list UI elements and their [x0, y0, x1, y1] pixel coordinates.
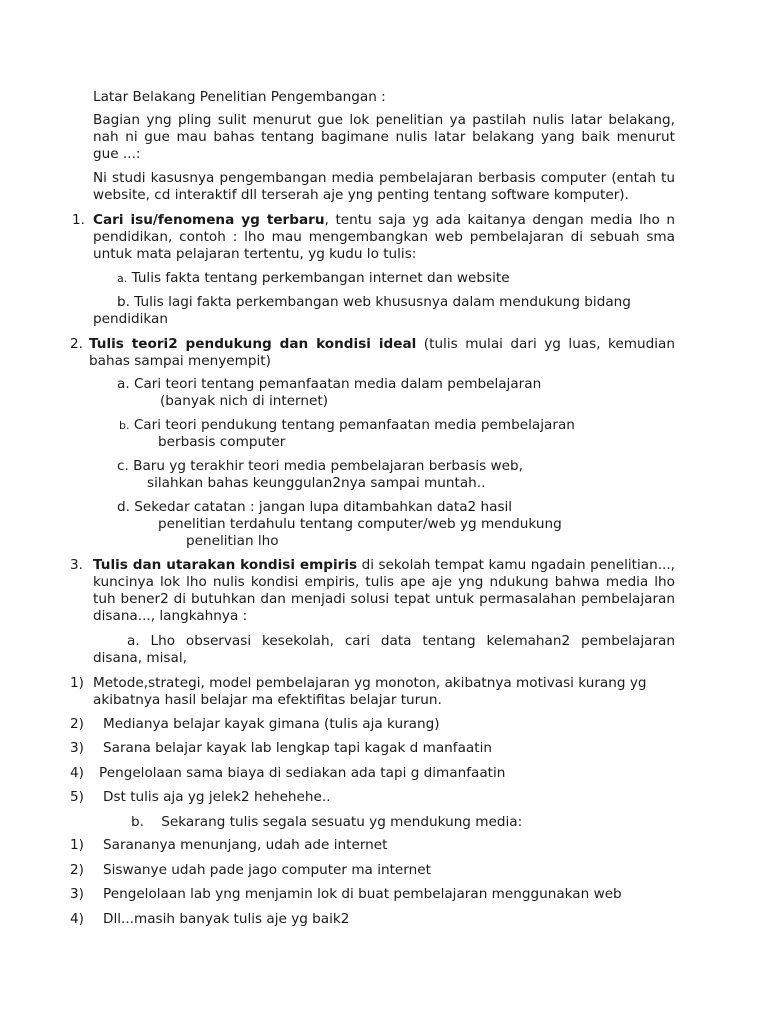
section-3-marker: 3.	[70, 557, 83, 573]
list-b-item: Siswanye udah pade jago computer ma internet	[103, 862, 431, 878]
section-2-item-d-line-1: d. Sekedar catatan : jangan lupa ditambahkan data2 hasil	[117, 499, 513, 515]
list-a-number: 3)	[70, 740, 84, 756]
list-a-number: 2)	[70, 716, 84, 732]
section-2-item-c-line-2: silahkan bahas keunggulan2nya sampai muntah..	[147, 475, 486, 491]
list-a-item: Sarana belajar kayak lab lengkap tapi kagak d manfaatin	[103, 740, 492, 756]
intro-paragraph-2: Ni studi kasusnya pengembangan media pembelajaran berbasis computer (entah tu website, cd interaktif dll terserah aje yng penting tentang software komputer).	[93, 170, 675, 203]
list-a-number: 4)	[70, 765, 84, 781]
section-3-paragraph	[93, 557, 675, 625]
section-2-item-b-marker: b.	[119, 419, 130, 432]
section-3-title: Tulis dan utarakan kondisi empiris	[93, 557, 358, 573]
list-b-number: 1)	[70, 837, 84, 853]
list-a-item: Metode,strategi, model pembelajaran yg monoton, akibatnya motivasi kurang yg akibatnya hasil belajar ma efektifitas belajar turun.	[93, 675, 647, 708]
list-b-number: 4)	[70, 911, 84, 927]
section-2-item-b-line-1	[119, 417, 575, 434]
list-b-number: 3)	[70, 886, 84, 902]
section-3-item-b-text: Sekarang tulis segala sesuatu yg mendukung media:	[161, 814, 523, 830]
section-3-item-b-marker: b.	[131, 814, 144, 830]
section-1-paragraph	[93, 212, 675, 263]
list-a-number: 1)	[70, 675, 84, 691]
list-b-item: Sarananya menunjang, udah ade internet	[103, 837, 388, 853]
list-a-number: 5)	[70, 789, 84, 805]
heading-text: Latar Belakang Penelitian Pengembangan	[93, 89, 377, 105]
list-a-item: Dst tulis aja yg jelek2 hehehehe..	[103, 789, 331, 805]
section-2-item-a-line-1: a. Cari teori tentang pemanfaatan media dalam pembelajaran	[117, 376, 542, 392]
section-2-title: Tulis teori2 pendukung dan kondisi ideal	[89, 336, 417, 352]
section-1-item-b: b. Tulis lagi fakta perkembangan web khususnya dalam mendukung bidang pendidikan	[93, 294, 631, 327]
section-2-item-d-line-3: penelitian lho	[186, 533, 279, 549]
section-2-item-a-line-2: (banyak nich di internet)	[160, 393, 329, 409]
section-2-text: (tulis mulai dari yg luas, kemudian bahas sampai menyempit)	[89, 336, 675, 369]
intro-paragraph-1: Bagian yng pling sulit menurut gue lok penelitian ya pastilah nulis latar belakang, nah ni gue mau bahas tentang bagimane nulis latar belakang yang baik menurut gue ...:	[93, 112, 675, 162]
section-1-title: Cari isu/fenomena yg terbaru	[93, 212, 325, 228]
section-2-item-c-line-1: c. Baru yg terakhir teori media pembelajaran berbasis web,	[117, 458, 523, 474]
section-3-item-a: a. Lho observasi kesekolah, cari data tentang kelemahan2 pembelajaran disana, misal,	[93, 633, 675, 666]
section-1-item-a	[117, 270, 510, 287]
section-1-item-a-marker: a.	[117, 272, 128, 285]
doc-heading	[93, 89, 386, 106]
list-a-item: Pengelolaan sama biaya di sediakan ada tapi g dimanfaatin	[99, 765, 506, 781]
section-1-marker: 1.	[72, 212, 85, 228]
section-3-text: di sekolah tempat kamu ngadain penelitian..., kuncinya lok lho nulis kondisi empiris, tulis ape aje yng ndukung bahwa media lho tuh bener2 di butuhkan dan menjadi solusi tepat untuk permasalahan pembelajaran disana..., langkahnya :	[93, 557, 675, 624]
section-1-item-a-text: Tulis fakta tentang perkembangan internet dan website	[131, 270, 510, 286]
section-2-paragraph	[89, 336, 675, 370]
section-2-item-b-text: Cari teori pendukung tentang pemanfaatan media pembelajaran	[133, 417, 575, 433]
section-2-item-b-line-2: berbasis computer	[158, 434, 286, 450]
list-b-item: Dll...masih banyak tulis aje yg baik2	[103, 911, 350, 927]
section-1-text: , tentu saja yg ada kaitanya dengan media lho n pendidikan, contoh : lho mau mengembangkan web pembelajaran di sebuah sma untuk mata pelajaran tertentu, yg kudu lo tulis:	[93, 212, 675, 262]
list-b-number: 2)	[70, 862, 84, 878]
section-2-marker: 2.	[70, 336, 83, 352]
heading-suffix: :	[376, 89, 386, 105]
list-b-item: Pengelolaan lab yng menjamin lok di buat pembelajaran menggunakan web	[103, 886, 622, 902]
section-3-item-b	[131, 814, 522, 831]
list-a-item: Medianya belajar kayak gimana (tulis aja kurang)	[103, 716, 440, 732]
section-2-item-d-line-2: penelitian terdahulu tentang computer/web yg mendukung	[158, 516, 562, 532]
